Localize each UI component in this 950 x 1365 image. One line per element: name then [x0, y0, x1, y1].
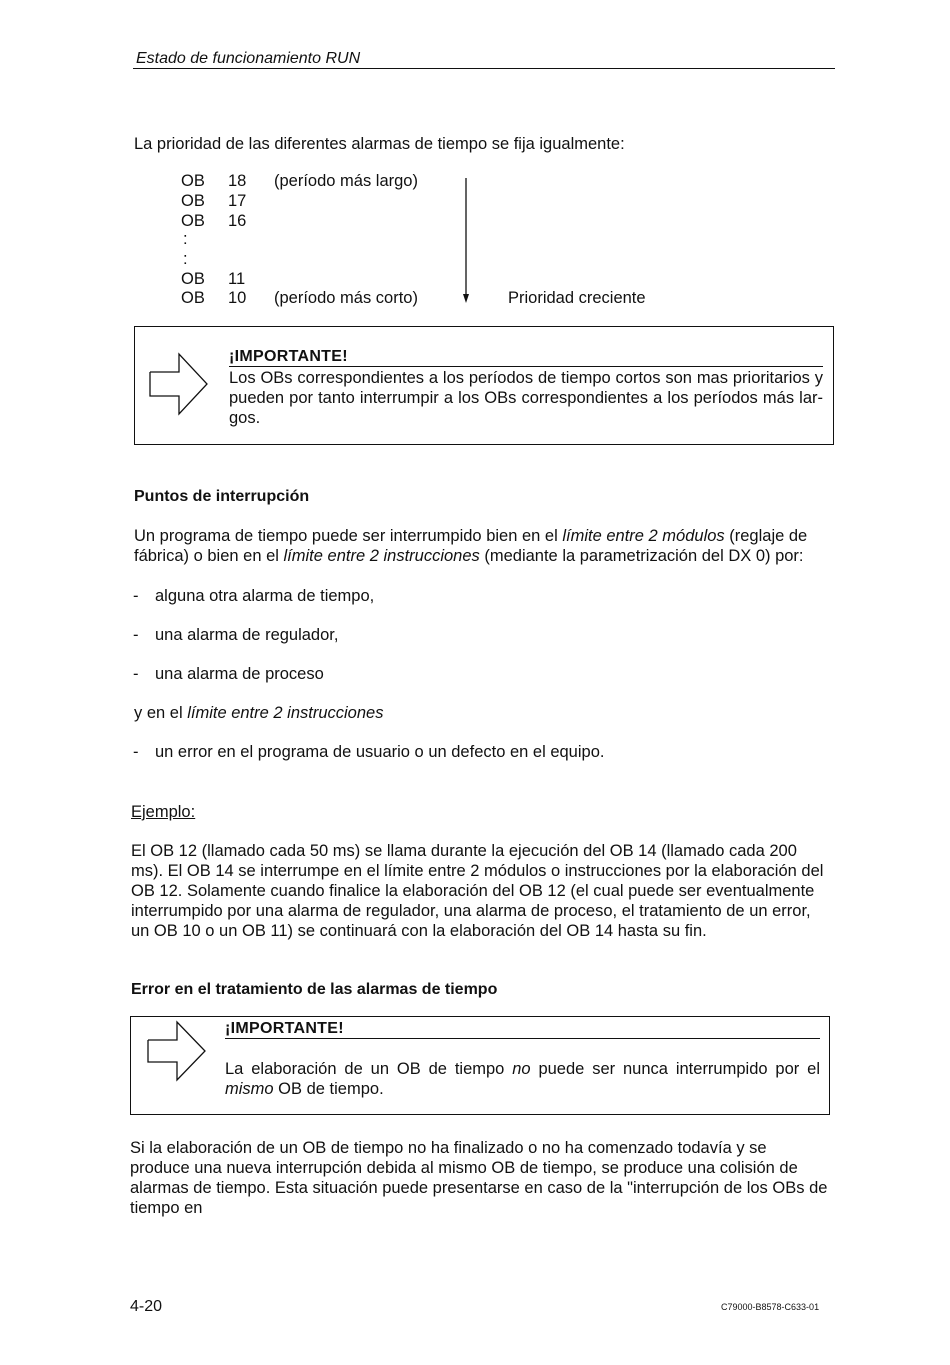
list-item: una alarma de proceso — [155, 665, 324, 683]
list-item: una alarma de regulador, — [155, 626, 339, 644]
bullet-dash: - — [133, 743, 139, 761]
list-item: un error en el programa de usuario o un defecto en el equipo. — [155, 743, 605, 761]
important-rule-1 — [229, 366, 823, 367]
row-num: 18 — [228, 172, 247, 190]
example-paragraph: El OB 12 (llamado cada 50 ms) se llama durante la ejecución del OB 14 (llamado cada 200 ms). El OB 14 se interrumpe en el límite entre 2 módulos o instrucciones por la elaboración del OB 12. Solamente cuando finalice la elaboración del OB 12 (el cual puede ser eventualmente interrumpido por una alarma de regulador, una alarma de proceso, el tratamiento de un error, un OB 10 o un OB 11) se continuará con la elaboración del OB 14 hasta su fin. — [131, 842, 824, 940]
text-run-italic: límite entre 2 módulos — [562, 527, 725, 545]
priority-label: Prioridad creciente — [508, 289, 646, 307]
row-ob: OB — [181, 192, 205, 210]
text-run: (mediante la parametrización del DX 0) por: — [479, 547, 804, 565]
row-num: 11 — [228, 270, 246, 288]
important-title-1: ¡IMPORTANTE! — [229, 348, 348, 365]
row-ob: OB — [181, 270, 205, 288]
row-note: (período más largo) — [274, 172, 418, 190]
text-run-italic: límite entre 2 instrucciones — [187, 704, 384, 722]
row-ob: OB — [181, 172, 205, 190]
document-code: C79000-B8578-C633-01 — [721, 1302, 820, 1312]
page-number: 4-20 — [130, 1298, 163, 1315]
header-rule — [133, 68, 835, 69]
row-ellipsis: : — [183, 230, 188, 248]
row-note: (período más corto) — [274, 289, 418, 307]
row-ob: OB — [181, 289, 205, 307]
instruction-limit-line — [134, 704, 383, 723]
row-ellipsis: : — [183, 250, 188, 268]
important-text-2 — [225, 1059, 820, 1099]
closing-paragraph: Si la elaboración de un OB de tiempo no ha finalizado o no ha comenzado todavía y se produce una nueva interrupción debida al mismo OB de tiempo, se produce una colisión de alarmas de tiempo. Esta situación puede presentarse en caso de la "interrupción de los OBs de tiempo en — [130, 1139, 828, 1217]
important-rule-2 — [225, 1038, 820, 1039]
list-item: alguna otra alarma de tiempo, — [155, 587, 375, 605]
bullet-dash: - — [133, 626, 139, 644]
row-num: 17 — [228, 192, 247, 210]
bullet-dash: - — [133, 665, 139, 683]
text-run: Un programa de tiempo puede ser interrumpido bien en el — [134, 527, 563, 545]
text-run-italic: mismo — [225, 1080, 274, 1098]
text-run: (reglaje de fábrica) o bien en el — [134, 527, 808, 565]
text-run: y en el — [134, 704, 188, 722]
row-num: 16 — [228, 212, 247, 230]
priority-arrow-icon — [458, 178, 474, 306]
section-heading-time-alarm-error: Error en el tratamiento de las alarmas de tiempo — [131, 981, 498, 998]
important-title-2: ¡IMPORTANTE! — [225, 1020, 344, 1037]
section-heading-interrupt-points: Puntos de interrupción — [134, 488, 310, 505]
text-run: puede ser nunca interrumpido por el — [530, 1060, 820, 1078]
example-label: Ejemplo: — [131, 803, 196, 821]
pointing-arrow-icon — [148, 352, 210, 416]
text-run: OB de tiempo. — [273, 1080, 384, 1098]
pointing-arrow-icon — [146, 1020, 208, 1082]
text-run: La elaboración de un OB de tiempo — [225, 1060, 513, 1078]
intro-paragraph: La prioridad de las diferentes alarmas de tiempo se fija igualmente: — [134, 135, 625, 153]
bullet-dash: - — [133, 587, 139, 605]
important-text-1: Los OBs correspondientes a los períodos de tiempo cortos son mas prioritarios y pueden por tanto interrumpir a los OBs correspondientes a los períodos más lar-gos. — [229, 369, 823, 427]
row-num: 10 — [228, 289, 247, 307]
row-ob: OB — [181, 212, 205, 230]
interrupt-paragraph — [134, 526, 824, 566]
text-run-italic: no — [512, 1060, 531, 1078]
text-run-italic: límite entre 2 instrucciones — [283, 547, 480, 565]
running-header: Estado de funcionamiento RUN — [136, 50, 361, 67]
